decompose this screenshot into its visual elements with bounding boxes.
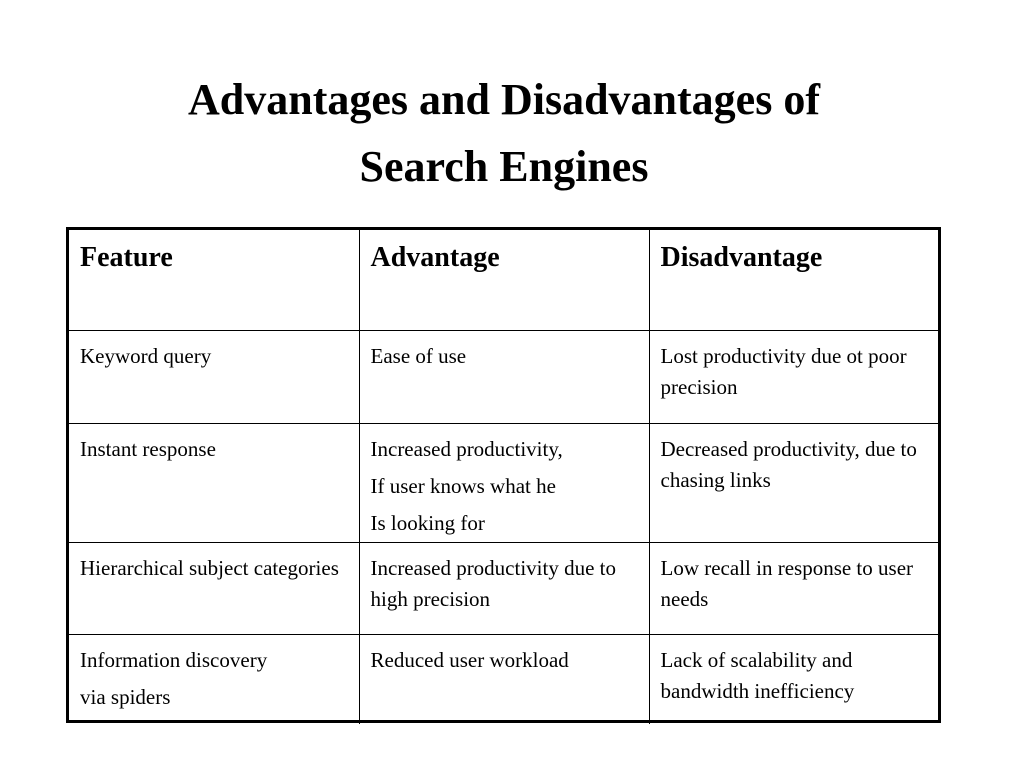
slide-title-line-1: Advantages and Disadvantages of xyxy=(188,75,820,124)
advantage-cell xyxy=(359,330,649,423)
feature-cell xyxy=(69,423,359,542)
advantage-cell xyxy=(359,634,649,724)
feature-cell xyxy=(69,634,359,724)
disadvantage-cell xyxy=(649,423,938,542)
cell-text: Instant response xyxy=(80,436,216,461)
cell-text: Increased productivity due to high precision xyxy=(370,555,616,611)
cell-text: Information discovery xyxy=(80,647,268,672)
cell-text: Is looking for xyxy=(370,510,485,535)
cell-text: Ease of use xyxy=(370,343,467,368)
cell-text: Lost productivity due ot poor precision xyxy=(660,343,907,399)
advantage-cell xyxy=(359,542,649,634)
feature-cell xyxy=(69,330,359,423)
table-row xyxy=(69,423,938,542)
cell-text: If user knows what he xyxy=(370,473,556,498)
table-row xyxy=(69,542,938,634)
table-row xyxy=(69,634,938,724)
cell-text: Decreased productivity, due to chasing links xyxy=(660,436,917,492)
slide-title xyxy=(0,66,1008,200)
advantage-cell xyxy=(359,423,649,542)
disadvantage-cell xyxy=(649,330,938,423)
column-header-feature: Feature xyxy=(69,230,359,330)
column-header-disadvantage: Disadvantage xyxy=(649,230,938,330)
cell-text: via spiders xyxy=(80,684,171,709)
slide-title-line-2: Search Engines xyxy=(359,142,649,191)
cell-text: Lack of scalability and bandwidth inefficiency xyxy=(660,647,855,703)
cell-text: Reduced user workload xyxy=(370,647,569,672)
comparison-table xyxy=(69,230,938,724)
comparison-table-frame xyxy=(66,227,941,723)
cell-text: Keyword query xyxy=(80,343,212,368)
table-row xyxy=(69,330,938,423)
table-header-row xyxy=(69,230,938,330)
disadvantage-cell xyxy=(649,634,938,724)
column-header-advantage: Advantage xyxy=(359,230,649,330)
disadvantage-cell xyxy=(649,542,938,634)
cell-text: Hierarchical subject categories xyxy=(80,555,339,580)
cell-text: Low recall in response to user needs xyxy=(660,555,914,611)
cell-text: Increased productivity, xyxy=(370,436,563,461)
feature-cell xyxy=(69,542,359,634)
